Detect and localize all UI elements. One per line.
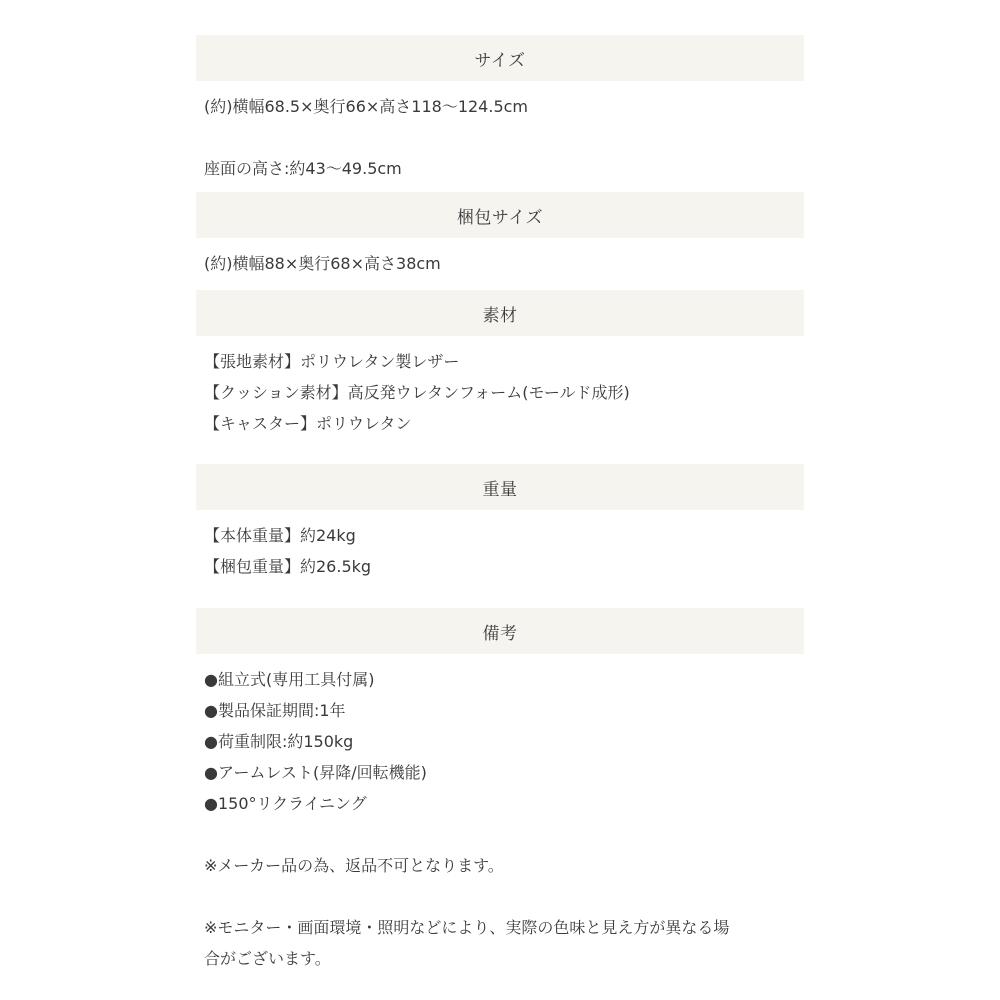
note-recline-text: ●150°リクライニング <box>204 794 367 813</box>
note-assembly-text: ●組立式(専用工具付属) <box>204 670 375 689</box>
blank-line <box>204 122 796 153</box>
note-no-returns-text: ※メーカー品の為、返品不可となります。 <box>204 856 504 875</box>
section-body-size <box>196 81 804 192</box>
note-load-limit-text: ●荷重制限:約150kg <box>204 732 354 751</box>
section-body-package-size <box>196 238 804 290</box>
cushion-material-text: 【クッション素材】高反発ウレタンフォーム(モールド成形) <box>204 383 630 402</box>
package-weight-text: 【梱包重量】約26.5kg <box>204 557 372 576</box>
section-header-material: 素材 <box>196 290 804 336</box>
spec-table <box>196 35 804 974</box>
note-color-disclaimer-line2: 合がございます。 <box>204 949 331 968</box>
upholstery-material-text: 【張地素材】ポリウレタン製レザー <box>204 352 460 371</box>
section-body-weight <box>196 510 804 608</box>
size-dimensions-text: (約)横幅68.5×奥行66×高さ118〜124.5cm <box>204 97 529 116</box>
note-armrest-text: ●アームレスト(昇降/回転機能) <box>204 763 427 782</box>
section-header-size: サイズ <box>196 35 804 81</box>
section-body-material <box>196 336 804 464</box>
section-body-notes <box>196 654 804 974</box>
blank-line <box>204 881 796 912</box>
caster-material-text: 【キャスター】ポリウレタン <box>204 414 412 433</box>
body-weight-text: 【本体重量】約24kg <box>204 526 356 545</box>
package-dimensions-text: (約)横幅88×奥行68×高さ38cm <box>204 254 441 273</box>
section-header-notes: 備考 <box>196 608 804 654</box>
seat-height-text: 座面の高さ:約43〜49.5cm <box>204 159 402 178</box>
section-header-weight: 重量 <box>196 464 804 510</box>
note-color-disclaimer-line1: ※モニター・画面環境・照明などにより、実際の色味と見え方が異なる場 <box>204 918 730 937</box>
blank-line <box>204 819 796 850</box>
note-warranty-text: ●製品保証期間:1年 <box>204 701 346 720</box>
section-header-package-size: 梱包サイズ <box>196 192 804 238</box>
